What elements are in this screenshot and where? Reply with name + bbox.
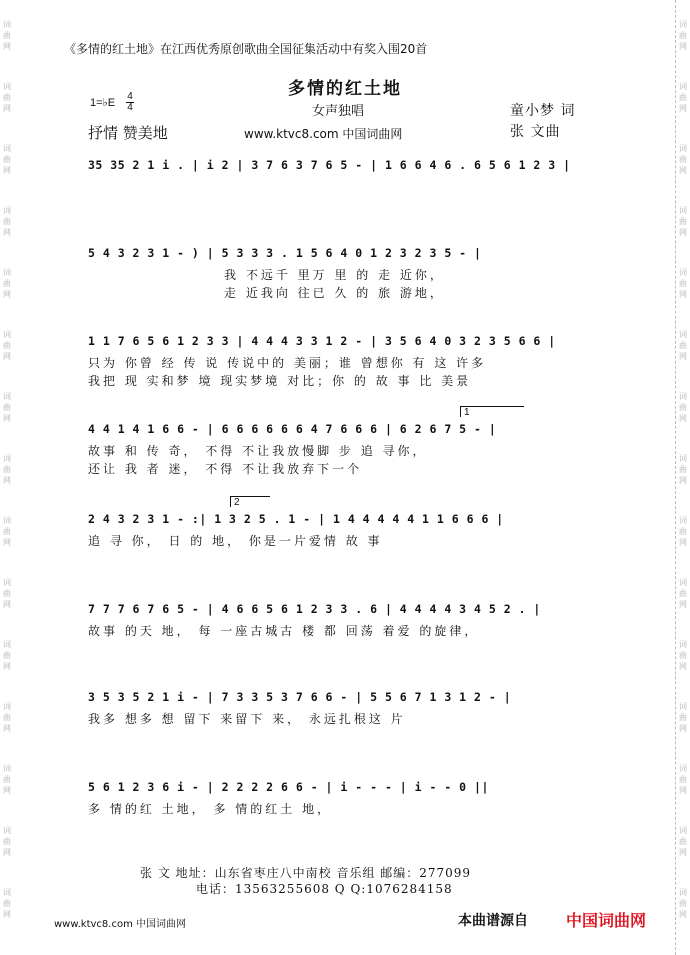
- watermark-glyph: 网: [679, 166, 687, 175]
- watermark-glyph: 网: [679, 414, 687, 423]
- lyric-verse-1: 追 寻 你， 日 的 地， 你是一片爱情 故 事: [88, 534, 383, 548]
- performance-type: 女声独唱: [312, 104, 365, 119]
- watermark-glyph: 网: [3, 662, 11, 671]
- watermark-glyph: 网: [3, 476, 11, 485]
- watermark-glyph: 网: [3, 848, 11, 857]
- lyric-verse-1: 只为 你曾 经 传 说 传说中的 美丽；谁 曾想你 有 这 许多: [88, 356, 487, 370]
- watermark-glyph: 网: [3, 600, 11, 609]
- notation-line: 5 6 1 2 3 6 i - | 2 2 2 2 6 6 - | i - - - | i - - 0 ||: [88, 780, 489, 794]
- watermark-glyph: 网: [679, 538, 687, 547]
- watermark-glyph: 词: [679, 764, 687, 773]
- watermark-glyph: 网: [679, 848, 687, 857]
- watermark-glyph: 曲: [3, 465, 11, 474]
- watermark-glyph: 词: [3, 392, 11, 401]
- watermark-glyph: 词: [3, 702, 11, 711]
- watermark-glyph: 曲: [679, 217, 687, 226]
- watermark-glyph: 词: [679, 144, 687, 153]
- footer-site-link: www.ktvc8.com 中国词曲网: [54, 919, 187, 930]
- watermark-glyph: 网: [3, 166, 11, 175]
- lyric-verse-1: 故事 和 传 奇， 不得 不让我放慢脚 步 追 寻你，: [88, 444, 428, 458]
- watermark-glyph: 网: [3, 42, 11, 51]
- watermark-glyph: 词: [3, 578, 11, 587]
- lyricist-credit: 童小梦 词: [510, 103, 576, 119]
- notation-line: 5 4 3 2 3 1 - ) | 5 3 3 3 . 1 5 6 4 0 1 2 3 2 3 5 - |: [88, 246, 482, 260]
- watermark-glyph: 网: [679, 476, 687, 485]
- watermark-glyph: 网: [3, 290, 11, 299]
- watermark-glyph: 曲: [3, 93, 11, 102]
- watermark-glyph: 曲: [679, 837, 687, 846]
- watermark-glyph: 词: [3, 20, 11, 29]
- watermark-glyph: 网: [679, 600, 687, 609]
- lyric-verse-1: 多 情的红 土地， 多 情的红土 地，: [88, 802, 333, 816]
- source-site-logo: 中国词曲网: [566, 911, 647, 930]
- watermark-glyph: 网: [3, 414, 11, 423]
- watermark-glyph: 曲: [679, 713, 687, 722]
- watermark-glyph: 词: [679, 20, 687, 29]
- watermark-glyph: 曲: [3, 775, 11, 784]
- lyric-verse-2: 走 近我向 往已 久 的 旅 游地，: [224, 286, 445, 300]
- watermark-glyph: 曲: [679, 279, 687, 288]
- watermark-glyph: 网: [3, 786, 11, 795]
- watermark-glyph: 曲: [3, 589, 11, 598]
- notation-line: 7 7 7 6 7 6 5 - | 4 6 6 5 6 1 2 3 3 . 6 | 4 4 4 4 3 4 5 2 . |: [88, 602, 541, 616]
- watermark-glyph: 曲: [3, 651, 11, 660]
- watermark-glyph: 词: [3, 888, 11, 897]
- watermark-glyph: 网: [3, 538, 11, 547]
- watermark-glyph: 网: [3, 910, 11, 919]
- watermark-glyph: 网: [679, 352, 687, 361]
- watermark-glyph: 词: [679, 392, 687, 401]
- volta-1: 1: [460, 406, 524, 417]
- watermark-glyph: 曲: [3, 341, 11, 350]
- watermark-glyph: 网: [679, 910, 687, 919]
- right-watermark-strip: [675, 0, 690, 955]
- watermark-glyph: 词: [3, 826, 11, 835]
- lyric-verse-2: 我把 现 实和梦 境 现实梦境 对比；你 的 故 事 比 美景: [88, 374, 472, 388]
- watermark-glyph: 曲: [679, 651, 687, 660]
- watermark-glyph: 词: [3, 454, 11, 463]
- watermark-glyph: 网: [3, 724, 11, 733]
- watermark-glyph: 词: [679, 330, 687, 339]
- song-title: 多情的红土地: [288, 79, 402, 99]
- watermark-glyph: 网: [679, 104, 687, 113]
- watermark-glyph: 曲: [3, 527, 11, 536]
- watermark-glyph: 网: [679, 228, 687, 237]
- notation-line: 2 4 3 2 3 1 - :| 1 3 2 5 . 1 - | 1 4 4 4 4 4 1 1 6 6 6 |: [88, 512, 504, 526]
- lyric-verse-2: 还让 我 者 迷， 不得 不让我放弃下一个: [88, 462, 363, 476]
- watermark-glyph: 网: [679, 786, 687, 795]
- watermark-glyph: 曲: [3, 31, 11, 40]
- watermark-glyph: 曲: [3, 155, 11, 164]
- watermark-glyph: 网: [3, 228, 11, 237]
- notation-line: 1 1 7 6 5 6 1 2 3 3 | 4 4 4 3 3 1 2 - | 3 5 6 4 0 3 2 3 5 6 6 |: [88, 334, 556, 348]
- watermark-glyph: 曲: [3, 403, 11, 412]
- watermark-glyph: 词: [679, 888, 687, 897]
- watermark-glyph: 曲: [3, 279, 11, 288]
- watermark-glyph: 曲: [3, 713, 11, 722]
- watermark-glyph: 词: [3, 268, 11, 277]
- watermark-glyph: 曲: [679, 93, 687, 102]
- watermark-glyph: 词: [3, 82, 11, 91]
- watermark-glyph: 词: [679, 516, 687, 525]
- time-signature: [126, 92, 134, 113]
- time-signature-top: 4: [127, 91, 133, 102]
- watermark-glyph: 网: [679, 290, 687, 299]
- watermark-glyph: 词: [3, 330, 11, 339]
- watermark-glyph: 词: [679, 82, 687, 91]
- watermark-glyph: 曲: [679, 775, 687, 784]
- notation-line: 35 35 2 1 i . | i 2 | 3 7 6 3 7 6 5 - | 1 6 6 4 6 . 6 5 6 1 2 3 |: [88, 158, 571, 172]
- lyric-verse-1: 故事 的天 地， 每 一座古城古 楼 都 回荡 着爱 的旋律，: [88, 624, 480, 638]
- watermark-glyph: 曲: [679, 155, 687, 164]
- watermark-glyph: 词: [679, 640, 687, 649]
- award-banner: 《多情的红土地》在江西优秀原创歌曲全国征集活动中有奖入围20首: [64, 42, 428, 56]
- watermark-glyph: 曲: [679, 465, 687, 474]
- time-signature-bottom: 4: [127, 102, 133, 113]
- watermark-glyph: 曲: [679, 341, 687, 350]
- watermark-glyph: 网: [3, 352, 11, 361]
- watermark-glyph: 曲: [679, 589, 687, 598]
- watermark-glyph: 曲: [679, 403, 687, 412]
- watermark-glyph: 词: [679, 268, 687, 277]
- composer-credit: 张 文曲: [510, 124, 561, 140]
- watermark-glyph: 词: [679, 826, 687, 835]
- notation-line: 4 4 1 4 1 6 6 - | 6 6 6 6 6 6 4 7 6 6 6 | 6 2 6 7 5 - |: [88, 422, 497, 436]
- watermark-glyph: 曲: [3, 217, 11, 226]
- watermark-glyph: 词: [679, 578, 687, 587]
- source-label: 本曲谱源自: [458, 913, 528, 929]
- mood-marking: 抒情 赞美地: [88, 124, 168, 142]
- contact-address: 张 文 地址：山东省枣庄八中南校 音乐组 邮编：277099: [140, 866, 472, 880]
- watermark-glyph: 词: [3, 144, 11, 153]
- notation-line: 3 5 3 5 2 1 i - | 7 3 3 5 3 7 6 6 - | 5 5 6 7 1 3 1 2 - |: [88, 690, 512, 704]
- watermark-glyph: 词: [3, 206, 11, 215]
- watermark-glyph: 曲: [3, 837, 11, 846]
- watermark-glyph: 曲: [679, 527, 687, 536]
- header-site-link: www.ktvc8.com 中国词曲网: [244, 127, 403, 141]
- watermark-glyph: 曲: [679, 31, 687, 40]
- watermark-glyph: 曲: [3, 899, 11, 908]
- watermark-glyph: 词: [3, 640, 11, 649]
- watermark-glyph: 网: [3, 104, 11, 113]
- key-signature: 1=♭E: [90, 97, 116, 109]
- volta-2: 2: [230, 496, 270, 507]
- watermark-glyph: 网: [679, 662, 687, 671]
- contact-phone: 电话：13563255608 Q Q:1076284158: [196, 882, 453, 896]
- watermark-glyph: 词: [679, 454, 687, 463]
- watermark-glyph: 词: [3, 516, 11, 525]
- watermark-glyph: 网: [679, 42, 687, 51]
- watermark-glyph: 网: [679, 724, 687, 733]
- watermark-glyph: 曲: [679, 899, 687, 908]
- lyric-verse-1: 我 不远千 里万 里 的 走 近你，: [224, 268, 445, 282]
- left-watermark-strip: [0, 0, 14, 955]
- watermark-glyph: 词: [679, 206, 687, 215]
- watermark-glyph: 词: [3, 764, 11, 773]
- lyric-verse-1: 我多 想多 想 留下 来留下 来， 永远扎根这 片: [88, 712, 406, 726]
- watermark-glyph: 词: [679, 702, 687, 711]
